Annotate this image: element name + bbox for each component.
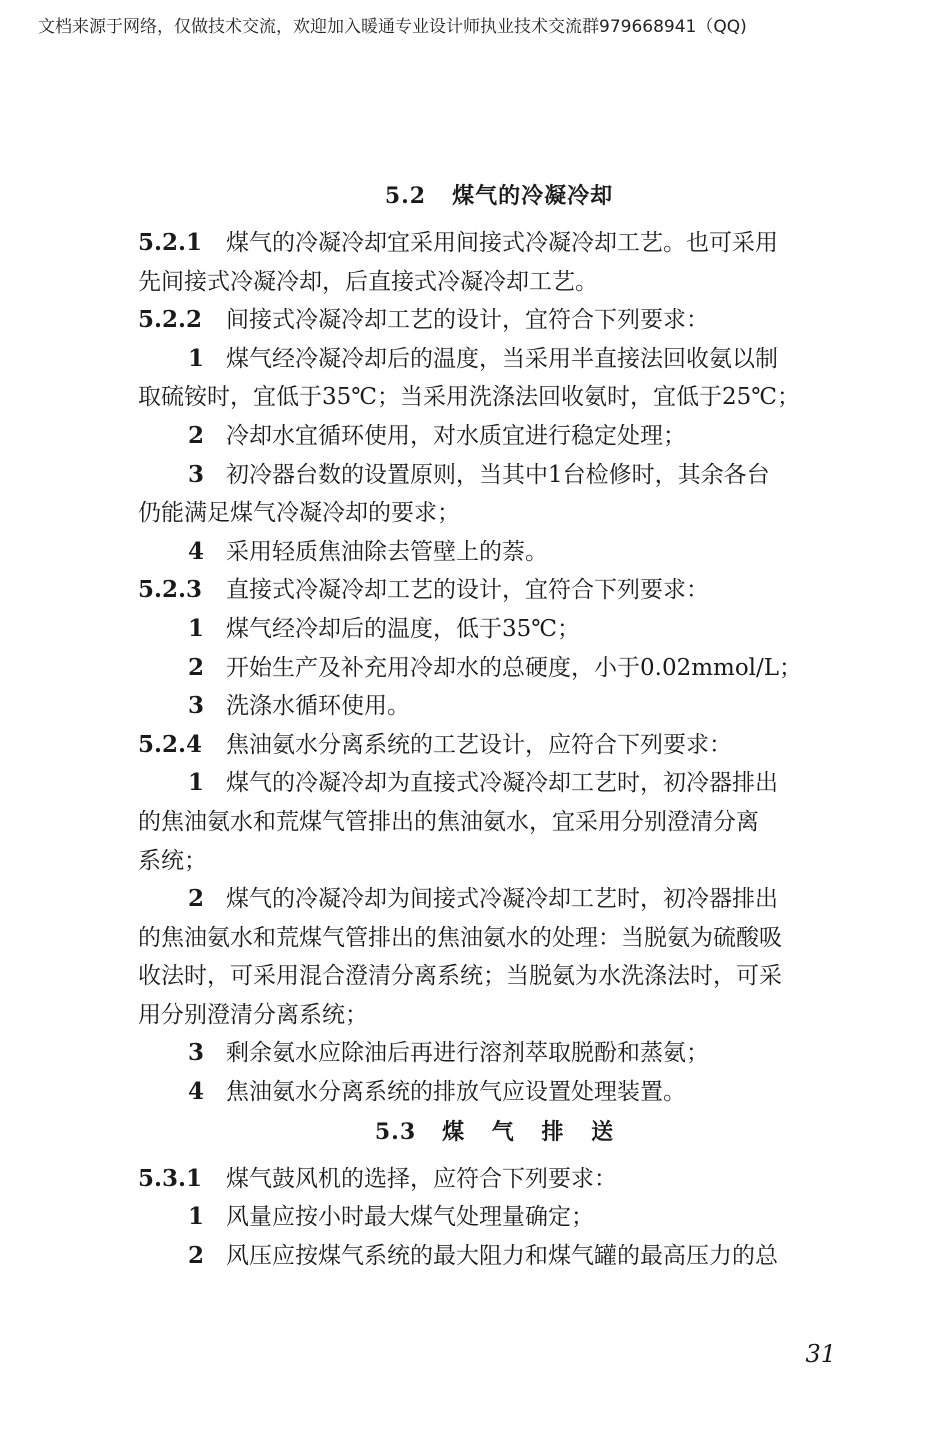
list-item-line xyxy=(138,610,860,649)
line-text: 煤气的冷凝冷却为直接式冷凝冷却工艺时，初冷器排出 xyxy=(226,770,778,797)
continuation-line xyxy=(138,842,860,881)
section-5-3-body xyxy=(138,1160,860,1276)
clause-line xyxy=(138,1160,860,1199)
section-title-5-2 xyxy=(138,176,860,216)
list-item-line xyxy=(138,1073,860,1112)
continuation-line xyxy=(138,957,860,996)
item-number: 4 xyxy=(188,537,205,565)
line-text: 风压应按煤气系统的最大阻力和煤气罐的最高压力的总 xyxy=(226,1242,778,1269)
line-text: 煤气的冷凝冷却为间接式冷凝冷却工艺时，初冷器排出 xyxy=(226,886,778,913)
section-number: 5.2 xyxy=(384,183,427,209)
item-number: 1 xyxy=(188,1203,205,1231)
list-item-line xyxy=(138,340,860,379)
line-text: 煤气经冷却后的温度，低于35℃； xyxy=(226,615,580,642)
item-number: 5.3.1 xyxy=(138,1164,203,1192)
item-number: 2 xyxy=(188,1241,205,1269)
watermark-text: 文档来源于网络，仅做技术交流，欢迎加入暖通专业设计师执业技术交流群979668941（QQ) xyxy=(38,17,747,37)
item-number: 5.2.4 xyxy=(138,730,203,758)
line-text: 仍能满足煤气冷凝冷却的要求； xyxy=(138,500,460,527)
item-number: 5.2.3 xyxy=(138,576,203,604)
continuation-line xyxy=(138,263,860,302)
line-text: 采用轻质焦油除去管壁上的萘。 xyxy=(226,538,548,565)
item-number: 5.2.1 xyxy=(138,229,203,256)
line-text: 洗涤水循环使用。 xyxy=(226,693,410,720)
line-text: 冷却水宜循环使用，对水质宜进行稳定处理； xyxy=(226,422,686,449)
item-number: 2 xyxy=(188,653,205,681)
line-text: 焦油氨水分离系统的排放气应设置处理装置。 xyxy=(226,1079,686,1106)
line-text: 焦油氨水分离系统的工艺设计，应符合下列要求： xyxy=(226,731,732,758)
continuation-line xyxy=(138,996,860,1035)
section-title-text: 煤气的冷凝冷却 xyxy=(452,183,614,209)
item-number: 3 xyxy=(188,1039,205,1067)
list-item-line xyxy=(138,1198,860,1237)
item-number: 1 xyxy=(188,769,205,797)
list-item-line xyxy=(138,1034,860,1073)
section-title-5-3 xyxy=(138,1112,860,1152)
section-title-text: 煤 气 排 送 xyxy=(442,1118,624,1145)
item-number: 1 xyxy=(188,614,205,642)
continuation-line xyxy=(138,803,860,842)
line-text: 用分别澄清分离系统； xyxy=(138,1001,368,1028)
section-5-2-body xyxy=(138,224,860,1112)
page-number: 31 xyxy=(805,1340,836,1368)
continuation-line xyxy=(138,494,860,533)
list-item-line xyxy=(138,880,860,919)
clause-line xyxy=(138,571,860,610)
line-text: 风量应按小时最大煤气处理量确定； xyxy=(226,1204,594,1231)
page-body xyxy=(138,176,860,1275)
line-text: 煤气鼓风机的选择，应符合下列要求： xyxy=(226,1165,617,1192)
section-number: 5.3 xyxy=(374,1118,417,1145)
clause-line xyxy=(138,726,860,765)
line-text: 系统； xyxy=(138,847,207,874)
continuation-line xyxy=(138,919,860,958)
list-item-line xyxy=(138,456,860,495)
item-number: 3 xyxy=(188,460,205,488)
item-number: 2 xyxy=(188,421,205,449)
line-text: 取硫铵时，宜低于35℃；当采用洗涤法回收氨时，宜低于25℃； xyxy=(138,384,800,411)
line-text: 剩余氨水应除油后再进行溶剂萃取脱酚和蒸氨； xyxy=(226,1040,709,1067)
clause-line xyxy=(138,224,860,263)
line-text: 煤气经冷凝冷却后的温度，当采用半直接法回收氨以制 xyxy=(226,345,778,372)
line-text: 间接式冷凝冷却工艺的设计，宜符合下列要求： xyxy=(226,307,709,334)
item-number: 5.2.2 xyxy=(138,306,203,334)
continuation-line xyxy=(138,378,860,417)
item-number: 3 xyxy=(188,692,205,720)
line-text: 的焦油氨水和荒煤气管排出的焦油氨水的处理：当脱氨为硫酸吸 xyxy=(138,924,782,951)
line-text: 先间接式冷凝冷却，后直接式冷凝冷却工艺。 xyxy=(138,268,598,295)
list-item-line xyxy=(138,649,860,688)
clause-line xyxy=(138,301,860,340)
list-item-line xyxy=(138,417,860,456)
line-text: 的焦油氨水和荒煤气管排出的焦油氨水，宜采用分别澄清分离 xyxy=(138,808,759,835)
line-text: 开始生产及补充用冷却水的总硬度，小于0.02mmol/L； xyxy=(226,654,803,681)
list-item-line xyxy=(138,687,860,726)
line-text: 煤气的冷凝冷却宜采用间接式冷凝冷却工艺。也可采用 xyxy=(226,230,778,256)
list-item-line xyxy=(138,764,860,803)
item-number: 4 xyxy=(188,1078,205,1106)
item-number: 2 xyxy=(188,885,205,913)
item-number: 1 xyxy=(188,344,205,372)
line-text: 收法时，可采用混合澄清分离系统；当脱氨为水洗涤法时，可采 xyxy=(138,963,782,990)
list-item-line xyxy=(138,1237,860,1276)
list-item-line xyxy=(138,533,860,572)
line-text: 直接式冷凝冷却工艺的设计，宜符合下列要求： xyxy=(226,577,709,604)
line-text: 初冷器台数的设置原则，当其中1台检修时，其余各台 xyxy=(226,461,770,488)
